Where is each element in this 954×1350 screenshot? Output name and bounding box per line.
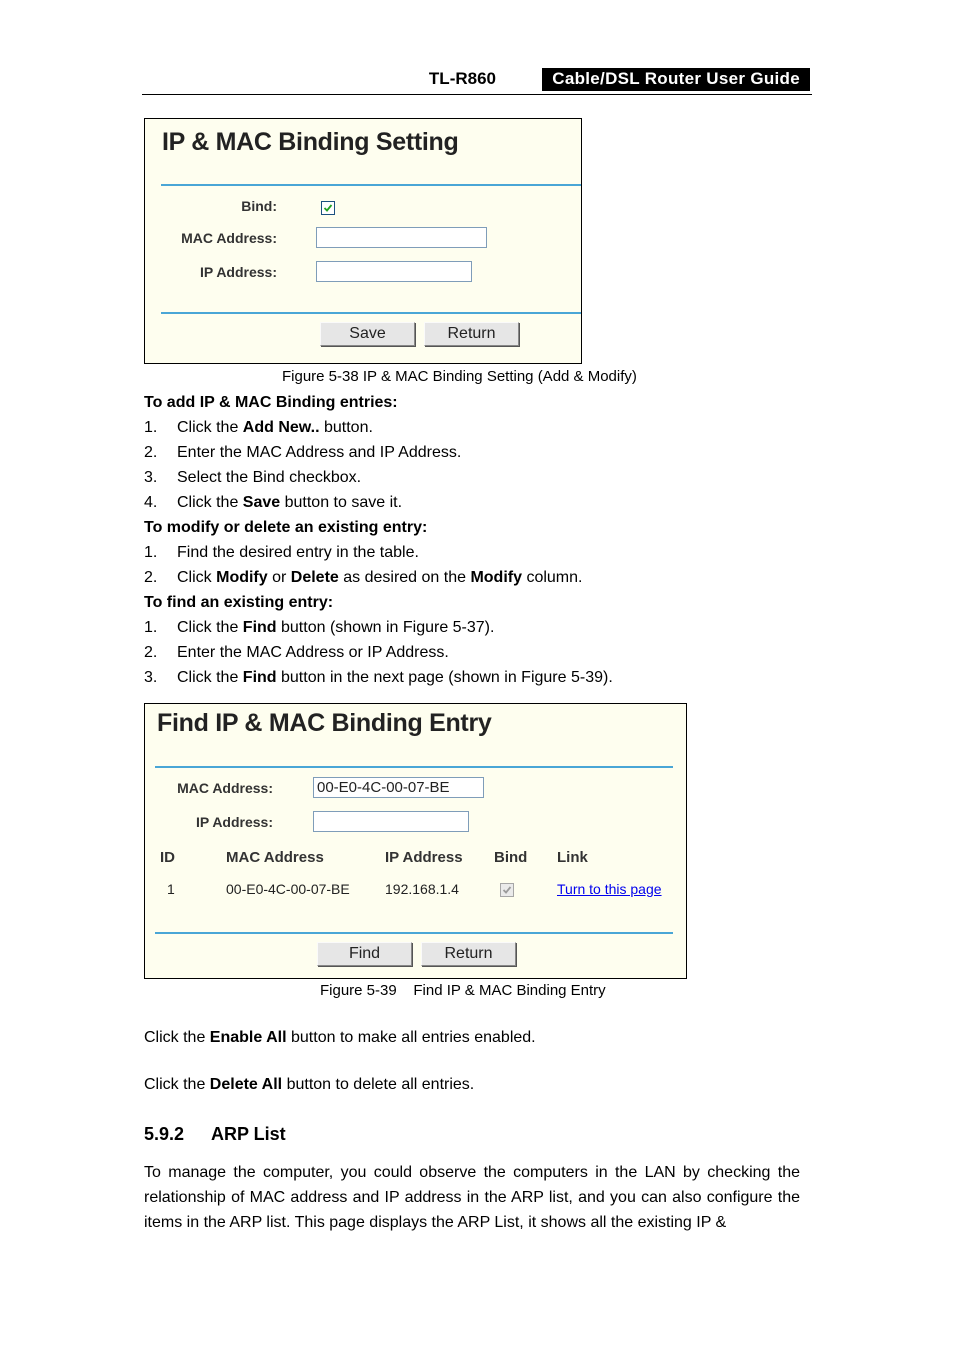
column-header-id: ID	[160, 849, 175, 866]
add-step: 2. Enter the MAC Address and IP Address.	[144, 444, 462, 461]
checkmark-icon	[502, 885, 512, 895]
row-ip: 192.168.1.4	[385, 881, 459, 897]
find-heading: To find an existing entry:	[144, 594, 334, 611]
save-button[interactable]: Save	[320, 322, 415, 346]
return-button[interactable]: Return	[421, 942, 516, 966]
ip-address-field[interactable]	[316, 261, 472, 282]
modify-step: 1. Find the desired entry in the table.	[144, 544, 419, 561]
column-header-ip: IP Address	[385, 849, 463, 866]
mac-address-field[interactable]: 00-E0-4C-00-07-BE	[313, 777, 484, 798]
top-divider	[161, 184, 581, 186]
bind-label: Bind:	[241, 198, 277, 214]
header-model: TL-R860	[428, 69, 496, 88]
checkmark-icon	[323, 203, 333, 213]
modify-heading: To modify or delete an existing entry:	[144, 519, 428, 536]
row-id: 1	[167, 881, 175, 897]
column-header-link: Link	[557, 849, 588, 866]
ip-address-field[interactable]	[313, 811, 469, 832]
section-heading: 5.9.2 ARP List	[144, 1124, 286, 1144]
arp-list-paragraph: To manage the computer, you could observe the computers in the LAN by checking the relationship of MAC address and IP address in the ARP list, and you can also configure the items in the ARP list. This page displays the ARP List, it shows all the existing IP &	[144, 1164, 800, 1231]
figure-5-38-caption: Figure 5-38 IP & MAC Binding Setting (Add & Modify)	[282, 368, 637, 385]
add-heading: To add IP & MAC Binding entries:	[144, 394, 398, 411]
find-step: 3. Click the Find button in the next page (shown in Figure 5-39).	[144, 669, 613, 686]
top-divider	[155, 766, 673, 768]
enable-all-text: Click the Enable All button to make all entries enabled.	[144, 1029, 536, 1046]
bottom-divider	[161, 312, 581, 314]
ip-address-label: IP Address:	[195, 814, 273, 830]
row-bind-checkbox	[500, 883, 514, 897]
find-step: 1. Click the Find button (shown in Figure 5-37).	[144, 619, 495, 636]
turn-to-page-link[interactable]: Turn to this page	[557, 881, 662, 897]
binding-setting-panel	[145, 119, 581, 363]
figure-5-38-screenshot	[144, 118, 582, 364]
ip-address-label: IP Address:	[199, 264, 277, 280]
header-guide-title: Cable/DSL Router User Guide	[542, 68, 810, 91]
return-button[interactable]: Return	[424, 322, 519, 346]
bind-checkbox[interactable]	[321, 201, 335, 215]
column-header-mac: MAC Address	[226, 849, 324, 866]
delete-all-text: Click the Delete All button to delete all entries.	[144, 1076, 475, 1093]
mac-address-label: MAC Address:	[181, 230, 277, 246]
modify-step: 2. Click Modify or Delete as desired on the Modify column.	[144, 569, 583, 586]
find-binding-panel	[145, 704, 686, 978]
panel-title: IP & MAC Binding Setting	[162, 128, 459, 156]
figure-5-39-caption: Figure 5-39 Find IP & MAC Binding Entry	[320, 982, 606, 999]
panel-title: Find IP & MAC Binding Entry	[157, 709, 492, 737]
row-mac: 00-E0-4C-00-07-BE	[226, 881, 350, 897]
bottom-divider	[155, 932, 673, 934]
add-step: 4. Click the Save button to save it.	[144, 494, 403, 511]
find-button[interactable]: Find	[317, 942, 412, 966]
page-header	[142, 66, 812, 95]
add-step: 3. Select the Bind checkbox.	[144, 469, 362, 486]
figure-5-39-screenshot	[144, 703, 687, 979]
find-step: 2. Enter the MAC Address or IP Address.	[144, 644, 449, 661]
column-header-bind: Bind	[494, 849, 528, 866]
mac-address-field[interactable]	[316, 227, 487, 248]
mac-address-label: MAC Address:	[177, 780, 273, 796]
add-step: 1. Click the Add New.. button.	[144, 419, 373, 436]
